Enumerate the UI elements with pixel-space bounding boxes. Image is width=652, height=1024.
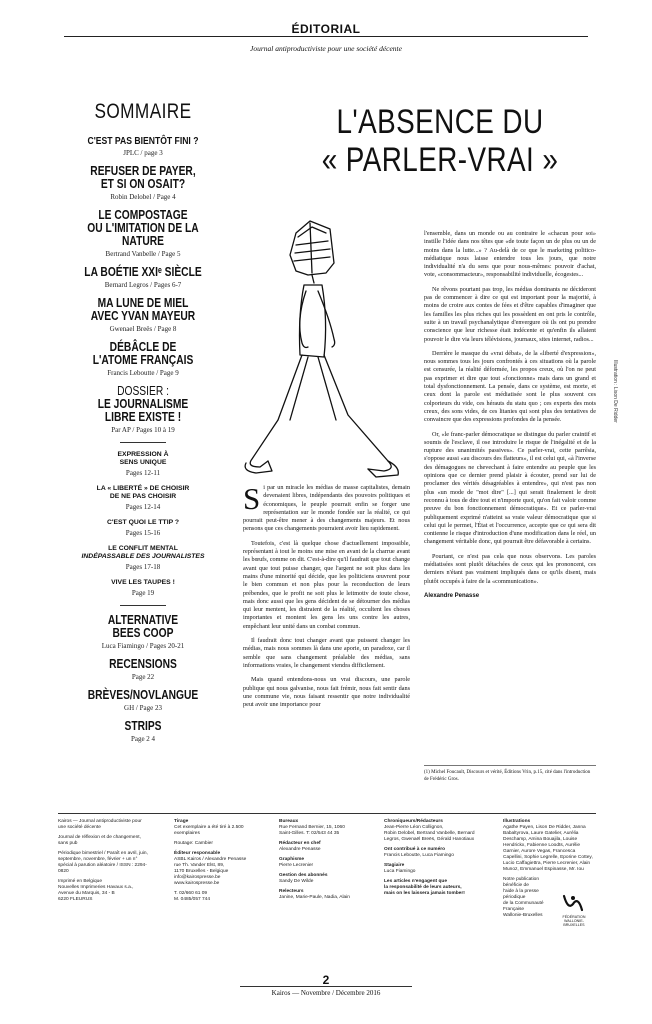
masthead-col-1 (58, 819, 150, 903)
paragraph-text: i par un miracle les médias de masse capitalistes, demain devenaient libres, indépendants des pouvoirs politiques et économiques, le peuple pourrait enfin se forger une représentation sur le monde fondée sur la réalité, ce qui pourrait peut-être mener à des changements majeurs. Et nous pensons que ces changements pourraient avoir lieu rapidement. (243, 484, 410, 533)
toc-divider (120, 442, 166, 443)
toc-item[interactable] (58, 689, 228, 712)
toc-item[interactable] (58, 297, 228, 333)
masthead-line: Journal de réflexion et de changement, sans pub (58, 835, 141, 846)
masthead-line: Imprimé en Belgique (58, 879, 102, 884)
toc-subitem[interactable] (58, 485, 228, 511)
toc-subtitle: EXPRESSION À (117, 451, 169, 458)
masthead-line: Pierre Lecrenier (279, 863, 314, 868)
toc-dossier[interactable] (58, 385, 228, 434)
masthead-line: Lucio Caffagiettra, Pierre Lecrenier, Alain (503, 861, 591, 866)
masthead-line: Deschamp, Amina Bouajila, Louise (503, 837, 578, 842)
masthead-line: Hendrickx, Fabienne Loodts, Aurélie (503, 843, 581, 848)
toc-ref: Gwenael Breës / Page 8 (109, 325, 177, 333)
toc-ref: GH / Page 23 (124, 704, 162, 712)
masthead-line: Saint-Gilles. T: 02/543 44 35 (279, 831, 340, 836)
page-number: 2 (322, 973, 330, 987)
toc-ref: Luca Fiamingo / Pages 20-21 (101, 642, 185, 650)
masthead-heading: Chroniqueurs/Rédacteurs (384, 819, 443, 824)
toc-title: MA LUNE DE MIEL (97, 296, 189, 310)
masthead-col-4 (384, 819, 488, 897)
masthead-line: Jean-Pierre Léon Collignon, (384, 825, 444, 830)
walking-man-newspaper-illustration (238, 215, 443, 490)
toc-ref: Pages 12-14 (125, 503, 161, 511)
toc-title: LE COMPOSTAGE (98, 208, 188, 222)
footnote: (1) Michel Foucault, Discours et vérité, Éditions Vrin, p.15, cité dans l'introduction de Frédéric Gros. (424, 765, 596, 783)
masthead-line: Legros, Gwenaël Breës, Gérald Hanotiaux (384, 837, 475, 842)
table-of-contents (58, 100, 228, 751)
masthead-heading: Rédacteur en chef (279, 841, 321, 846)
toc-title: LA BOÉTIE XXIᵉ SIÈCLE (84, 265, 202, 279)
toc-title: BRÈVES/NOVLANGUE (87, 688, 199, 702)
toc-title: C'EST PAS BIENTÔT FINI ? (87, 135, 199, 147)
toc-ref: Page 2 4 (130, 735, 156, 743)
toc-subtitle: SENS UNIQUE (119, 459, 167, 466)
masthead-line: Francis Leboutte, Luca Fiamingo (384, 853, 454, 858)
article-paragraph: Pourtant, ce n'est pas cela que nous observons. Les paroles médiatisées sont plutôt détachées de ceux qui les prononcent, ces derniers n'étant pas vraiment impliqués dans ce qu'ils disent, mais plutôt occupés à faire de la «communication». (424, 552, 596, 585)
masthead-line: Babaltyrova, Laure Gatelier, Aurélia (503, 831, 579, 836)
toc-ref: Par AP / Pages 10 à 19 (111, 426, 175, 434)
masthead-heading: Éditeur responsable (174, 851, 221, 856)
masthead-disclaimer: mais on les laissera jamais tomber! (384, 891, 465, 896)
masthead-heading: Illustrations (503, 819, 531, 824)
masthead-line: Luca Fiamingo (384, 869, 416, 874)
masthead-line: Notre publication bénéficie de (503, 877, 539, 888)
toc-item[interactable] (58, 209, 228, 258)
masthead-line: Garnier, Aurore Vegas, Francesca (503, 849, 576, 854)
masthead-line: rue Th. Vander Elst, 89, (174, 863, 225, 868)
toc-item[interactable] (58, 266, 228, 289)
article-author: Alexandre Penasse (424, 592, 480, 599)
masthead-website-link[interactable]: www.kairospresse.be (174, 881, 220, 886)
masthead-disclaimer: la responsabilité de leurs auteurs, (384, 885, 462, 890)
toc-item[interactable] (58, 165, 228, 201)
toc-ref: Bertrand Vanbelle / Page 5 (105, 250, 181, 258)
toc-subtitle: DE NE PAS CHOISIR (109, 493, 177, 500)
toc-ref: Page 19 (131, 589, 155, 597)
toc-ref: JPLC / page 3 (123, 149, 163, 157)
article-paragraph: Mais quand entendons-nous un vrai discours, une parole publique qui nous galvanise, nous fait frémir, nous fait sentir dans une commune vie, nous faisant ressentir que notre individualité peut avoir une importance pour (243, 676, 410, 709)
dossier-label: DOSSIER : (117, 384, 169, 398)
masthead-heading: Ont contribué à ce numéro (384, 847, 446, 852)
toc-subtitle: LE CONFLIT MENTAL (108, 545, 178, 552)
masthead-mobile: M. 0485/057 744 (174, 897, 211, 902)
toc-title: REFUSER DE PAYER, (90, 164, 196, 178)
toc-item[interactable] (58, 341, 228, 377)
toc-subtitle: INDÉPASSABLE DES JOURNALISTES (81, 553, 205, 560)
section-header (0, 20, 652, 53)
toc-subitem[interactable] (58, 579, 228, 597)
toc-ref: Pages 12-11 (125, 469, 161, 477)
article-column-left (243, 481, 410, 715)
header-rule (64, 36, 588, 37)
logo-caption: FÉDÉRATION WALLONIE-BRUXELLES (562, 915, 586, 927)
toc-subitem[interactable] (58, 451, 228, 477)
toc-item[interactable] (58, 136, 228, 157)
toc-title: DÉBÂCLE DE (109, 340, 177, 354)
masthead-line: Agathe Payen, Lison De Ridder, Janna (503, 825, 586, 830)
toc-divider (120, 605, 166, 606)
article-paragraph: l'ensemble, dans un monde ou au contraire le «chacun pour soi» instille l'idée dans nos têtes que «de toute façon un de plus ou un de moins dans la lutte...» ? Au-delà de ce que le marketing politico-médiatique nous laisse entendre tous les jours, que notre individualité n'a du sens que pour nous-mêmes: pouvoir d'achat, vote, «consommacteur», responsabilité individuelle, écogestes... (424, 230, 596, 279)
masthead-line: Wallonie-Bruxelles (503, 913, 543, 918)
masthead-line: Sandy De Wilde (279, 879, 314, 884)
footer-rule (58, 813, 596, 814)
section-subtitle: Journal antiproductiviste pour une société décente (250, 44, 402, 53)
toc-ref: Pages 17-18 (125, 563, 161, 571)
masthead-line: Cet exemplaire a été tiré à 2.500 exemplaires (174, 825, 244, 836)
article-paragraph: Ne rêvons pourtant pas trop, les médias dominants ne décideront pas de commencer à dire ce qui est important pour la majorité, à moins de croire aux contes de fées et d'être capables d'imaginer que les familles les plus riches qui les possèdent en ont pris le contrôle, suite à un travail psychanalytique d'envergure où ils ont pu prendre conscience que leur richesse était indécente et qu'enfin ils allaient pouvoir le dire via leurs télévisions, journaux, sites internet, radios... (424, 285, 596, 343)
masthead-line: Janine, Marie-Paule, Nadia, Alain (279, 895, 350, 900)
toc-item[interactable] (58, 614, 228, 650)
masthead-line: Routage: Cambier (174, 841, 213, 846)
masthead-line: Kairos — Journal antiproductiviste pour une société décente (58, 819, 142, 830)
illustration-credit: Illustration : Lison De Ridder (612, 360, 618, 423)
masthead-line: Munoz, Emmanuel Espinasse, Mr. Iou (503, 867, 584, 872)
toc-subitem[interactable] (58, 519, 228, 537)
masthead-heading: Stagiaire (384, 863, 405, 868)
masthead-disclaimer: Les articles n'engagent que (384, 879, 447, 884)
drop-cap: S (243, 481, 261, 516)
toc-title: STRIPS (124, 719, 162, 733)
article-title-line: L'ABSENCE DU (336, 103, 544, 141)
masthead-phone: T. 02/660 61 09 (174, 891, 208, 896)
masthead-line: de la Communauté Française (503, 901, 544, 912)
article-title (317, 103, 563, 179)
masthead-line: Alexandre Penasse (279, 847, 321, 852)
toc-item[interactable] (58, 720, 228, 743)
article-paragraph: Derrière le masque du «vrai débat», de la «liberté d'expression», nous sommes tous les jours confrontés à ces situations où la parole est censurée, la réalité déformée, les propos creux, où l'on ne peut pas exprimer et dire que tout «fonctionne» mais dans un grand et total dysfonctionnement. La pensée, dans ce système, est morte, et ceux dont la parole est médiatisée sont le plus souvent ces colporteurs du vide, ces hérauts du statu quo ; ces experts des mots creux, des sons vides, de ces litanies qui sont plus des tentatives de convaincre que des expressions profondes de la pensée. (424, 349, 596, 424)
toc-title: OU L'IMITATION DE LA NATURE (87, 221, 199, 248)
article-title-line: « PARLER-VRAI » (321, 141, 559, 179)
toc-ref: Bernard Legros / Pages 6-7 (104, 281, 182, 289)
masthead-heading: Gestion des abonnés (279, 873, 328, 878)
masthead-line: 1170 Bruxelles - Belgique (174, 869, 229, 874)
toc-title: BEES COOP (112, 626, 174, 640)
toc-heading: SOMMAIRE (94, 100, 192, 123)
section-title: ÉDITORIAL (282, 22, 371, 36)
masthead-line: Robin Delobel, Bertrand Vanbelle, Bernard (384, 831, 475, 836)
toc-ref: Page 22 (131, 673, 155, 681)
page-footline: Kairos — Novembre / Décembre 2016 (271, 989, 381, 997)
federation-wallonie-bruxelles-logo-icon (560, 890, 586, 916)
dossier-title: LIBRE EXISTE ! (104, 410, 182, 424)
toc-title: ALTERNATIVE (107, 613, 179, 627)
masthead-col-3 (279, 819, 371, 901)
toc-title: ET SI ON OSAIT? (100, 177, 186, 191)
toc-subtitle: C'EST QUOI LE TTIP ? (106, 519, 180, 526)
masthead-col-2 (174, 819, 262, 903)
toc-ref: Robin Delobel / Page 4 (110, 193, 176, 201)
toc-subtitle: VIVE LES TAUPES ! (111, 579, 175, 586)
masthead-line: Rue Fernand Bernier, 15, 1060 (279, 825, 345, 830)
toc-subtitle: LA « LIBERTÉ » DE CHOISIR (96, 485, 190, 492)
toc-title: AVEC YVAN MAYEUR (90, 309, 196, 323)
masthead-heading: Graphisme (279, 857, 305, 862)
masthead-heading: Bureaux (279, 819, 299, 824)
dossier-title: LE JOURNALISME (97, 397, 189, 411)
toc-item[interactable] (58, 658, 228, 681)
page-rule (240, 986, 412, 987)
toc-ref: Francis Leboutte / Page 9 (107, 369, 179, 377)
toc-title: RECENSIONS (109, 657, 177, 671)
article-paragraph: Toutefois, c'est là quelque chose d'actuellement impossible, représentant à tout le moins une mise en avant de la charrue avant les bœufs, comme on dit. C'est-à-dire qu'il faudrait que tout change avant que tout puisse changer, que l'argent ne soit plus dans les mains d'une minorité qui décide, que les politiciens œuvrent pour le bien commun et non plus pour la reconduction de leurs prébendes, que le profit ne soit plus le leitmotiv de toute chose, mais donc aussi que les gens décident de se détourner des médias qui leur mentent, les distraient de la réalité, occultent les choses importantes et montent les gens les uns contre les autres, empêchant leur unité dans un combat commun. (243, 539, 410, 630)
article-column-right (424, 230, 596, 600)
masthead-line: Capellini, Sophie Legrelle, Eporine Cottey, (503, 855, 593, 860)
masthead-heading: Tirage (174, 819, 189, 824)
masthead-email[interactable]: info@kairospresse.be (174, 875, 221, 880)
article-paragraph: Or, «le franc-parler démocratique se distingue du parler craintif et soumis de l'esclave, il ose introduire le risque de l'inégalité et de la rupture des unanimités passives». Ce parler-vrai, cette parrêsia, s'oppose aussi «au discours des flatteurs», il est celui qui, «à l'inverse des démagogues ne chevechant à faire entendre au peuple que les opinions que ce dernier prend plaisir à écouter, prend sur lui de proclamer des vérités désagréables à entendre», qui n'est pas non plus «un mode de "mot dire" [...] qui serait finalement le droit reconnu à tous de dire tout et n'importe quoi, qu'on fait valoir comme preuve du bon fonctionnement démocratique». Et ce parler-vrai publiquement exprimé n'atteint sa vraie valeur démocratique que si celui qui le permet, l'État et l'occurrence, accepte que ce qui sera dit contienne le risque d'introduction d'une modification dans le réel, un changement véritable donc, qui pourrait être défavorable à certains. (424, 430, 596, 546)
masthead-line: Nouvelles Imprimeries Havaux s.a., Avenue du Marquis, 34 - B (58, 885, 134, 896)
masthead-line: ASBL Kairos / Alexandre Penasse (174, 857, 247, 862)
toc-title: L'ATOME FRANÇAIS (92, 353, 194, 367)
article-paragraph: Il faudrait donc tout changer avant que puissent changer les médias, mais nous sommes là dans une aporie, un paradoxe, car il semble que sans changement préalable des médias, sans informations vraies, le changement viendra difficilement. (243, 637, 410, 669)
masthead-line: l'aide à la presse périodique (503, 889, 539, 900)
article-paragraph (243, 481, 410, 534)
toc-subitem[interactable] (58, 545, 228, 571)
masthead-line: Périodique bimestriel / Paraît en avril, juin, septembre, novembre, février + un n° spécial à parution aléatoire / ISSN : 2294-0820 (58, 851, 148, 874)
masthead-line: 6220 FLEURUS (58, 897, 93, 902)
masthead-heading: Relecteurs (279, 889, 304, 894)
toc-ref: Pages 15-16 (125, 529, 161, 537)
